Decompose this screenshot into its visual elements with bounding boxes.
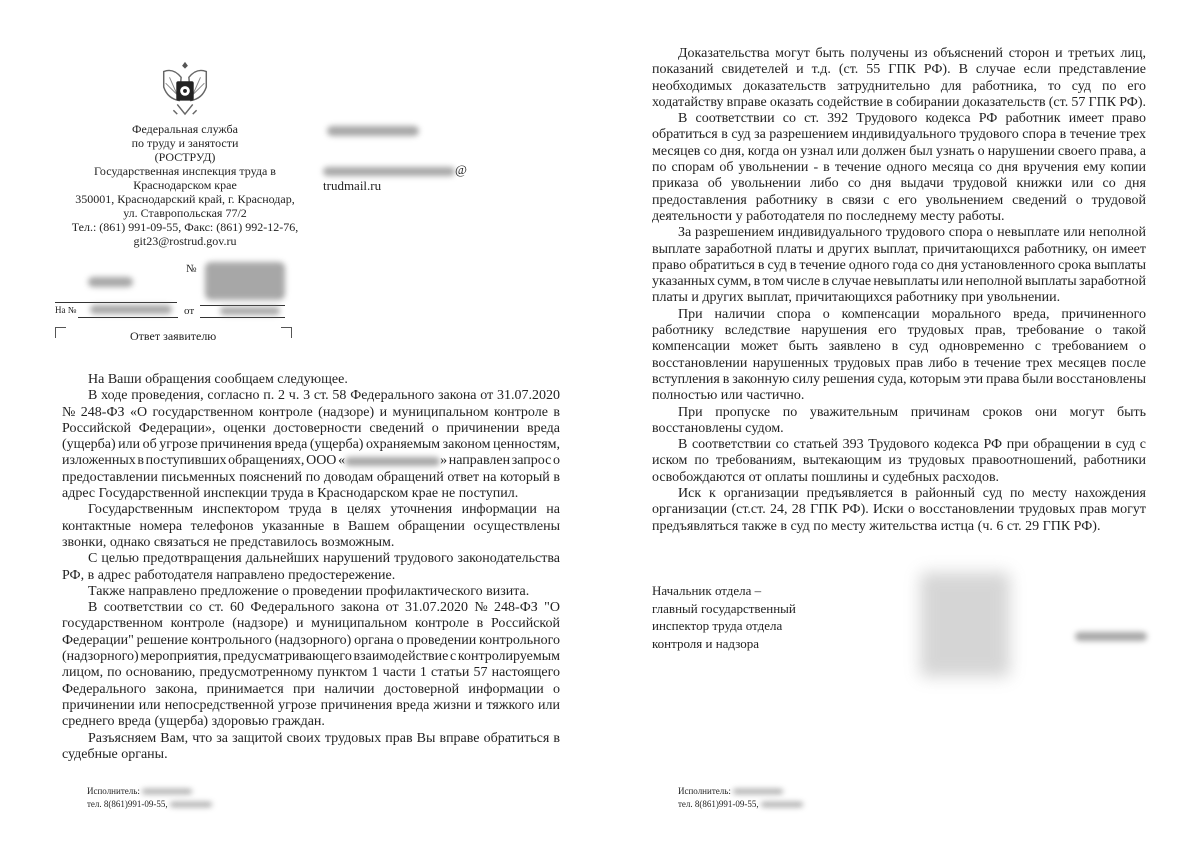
redacted-outgoing-number (205, 262, 285, 300)
paragraph (652, 111, 1146, 225)
letterhead-line: 350001, Краснодарский край, г. Краснодар, (75, 192, 295, 206)
text-line: лицом, по основанию, предусмотренному пунктом 1 части 1 статьи 57 настоящего (62, 665, 560, 681)
paragraph (62, 502, 560, 551)
text-line: Федерального закона, принимается при наличии достоверной информации о (62, 681, 560, 697)
text-line: звонки, однако связаться не представилось возможным. (62, 534, 395, 550)
text-line: вступления в законную силу решения суда, которым эти права были восстановлены (652, 371, 1146, 387)
text-line: полностью или частично. (652, 388, 805, 404)
paragraph (62, 584, 560, 600)
email-domain: trudmail.ru (323, 178, 382, 194)
text-line (62, 453, 560, 469)
paragraph (62, 731, 560, 764)
text-line: судебные органы. (62, 746, 168, 762)
executor-phone (87, 798, 212, 810)
text-line: В соответствии со статьей 393 Трудового кодекса РФ при обращении в суд с (678, 437, 1146, 453)
signature-line: инспектор труда отдела (652, 618, 783, 633)
executor-label (87, 785, 192, 797)
from-label: от (184, 305, 195, 317)
redacted-company-name (345, 457, 440, 466)
letterhead-line: Государственная инспекция труда в (94, 164, 276, 178)
redacted-email-user (323, 167, 455, 176)
letterhead-line: git23@rostrud.gov.ru (133, 234, 237, 248)
letter-body (62, 372, 560, 763)
text-line: обратиться в суд за разрешением индивидуального трудового спора в течение трех (652, 127, 1146, 143)
text-fragment: » направлен запрос о (440, 453, 560, 469)
text-line: работнику вследствие нарушения его трудовых прав, требование о такой (652, 323, 1146, 339)
text-line: Российской Федерации», оценки достоверности сведений о причинении вреда (62, 420, 560, 436)
text-line: За разрешением индивидуального трудового спора о невыплате или неполной (678, 225, 1146, 241)
text-line: указанных сумм, в том числе в случае невыплаты или неполной выплаты заработной (652, 274, 1146, 290)
redacted-date (88, 277, 133, 287)
text-line: показаний свидетелей и т.д. (ст. 55 ГПК РФ). В случае если представление (652, 62, 1146, 78)
paragraph (652, 307, 1146, 405)
text-line: государственном контроле (надзоре) и муниципальном контроле в Российской (62, 616, 560, 632)
paragraph (652, 225, 1146, 306)
executor-label (678, 785, 783, 797)
in-reply-label: На № (55, 305, 77, 315)
text-line: иском по требованиям, вытекающим из трудовых правоотношений, работники (652, 453, 1146, 469)
text-line: деятельности у работодателя по последнему месту работы. (652, 208, 1005, 224)
text-line: необходимых доказательств затруднительно для работника, то суд по его (652, 78, 1146, 94)
executor-label-text: Исполнитель: (678, 786, 731, 796)
letter-body-continued (652, 46, 1146, 535)
text-fragment: изложенных в поступивших обращениях, ООО « (62, 453, 346, 469)
text-line: ходатайству вправе оказать содействие в собирании доказательств (ст. 57 ГПК РФ). (652, 94, 1146, 110)
signature-line: контроля и надзора (652, 635, 760, 651)
redacted-executor (142, 789, 192, 794)
addressee-block (323, 120, 467, 194)
text-line: компенсации может быть заявлено в суд одновременно с требованием о (652, 339, 1146, 355)
email-at-sign: @ (455, 162, 467, 178)
redacted-phone (170, 802, 212, 807)
text-line: организации (ст.ст. 24, 28 ГПК РФ). Иски о восстановлении трудовых прав могут (652, 502, 1146, 518)
text-line: Разъясняем Вам, что за защитой своих трудовых прав Вы вправе обратиться в (88, 730, 560, 746)
text-line: При наличии спора о компенсации морального вреда, причиненного (678, 306, 1146, 322)
signature-line: Начальник отдела – (652, 583, 762, 598)
paragraph (62, 372, 560, 388)
letterhead-line: Тел.: (861) 991-09-55, Факс: (861) 992-12-76, (71, 220, 299, 234)
paragraph (62, 388, 560, 502)
text-line: В ходе проведения, согласно п. 2 ч. 3 ст. 58 Федерального закона от 31.07.2020 (88, 388, 560, 404)
letterhead (40, 58, 330, 248)
text-line: Федерации" решение контрольного (надзорного) органа о проведении контрольного (62, 632, 560, 648)
executor-label-text: Исполнитель: (87, 786, 140, 796)
redacted-signature (920, 572, 1010, 677)
text-line: Также направлено предложение о проведении профилактического визита. (88, 583, 530, 599)
executor-phone-text: тел. 8(861)991-09-55, (87, 799, 168, 809)
letter-page-2 (600, 0, 1200, 848)
text-line: В соответствии со ст. 60 Федерального закона от 31.07.2020 № 248-ФЗ "О (88, 600, 560, 616)
text-line: Государственным инспектором труда в целях уточнения информации на (88, 502, 560, 518)
text-line: контактные номера телефонов указанные в Вашем обращении осуществлены (62, 518, 560, 534)
text-line: восстановлены судом. (652, 420, 784, 436)
letterhead-line: Федеральная служба (132, 122, 238, 136)
letterhead-line: (РОСТРУД) (154, 150, 216, 164)
text-line: по спорам об увольнении - в течение одного месяца со дня вручения ему копии (652, 160, 1146, 176)
redacted-reply-date (220, 307, 280, 315)
text-line: освобождаются от оплаты пошлины и судебных расходов. (652, 469, 1000, 485)
executor-phone-text: тел. 8(861)991-09-55, (678, 799, 759, 809)
bracket-left (55, 327, 66, 338)
redacted-phone (761, 802, 803, 807)
signatory-title (652, 582, 796, 652)
signature-line: главный государственный (652, 600, 796, 616)
text-line: РФ, в адрес работодателя направлено предостережение. (62, 567, 396, 583)
text-line: право обратиться в суд в течение одного года со дня установленного срока выплаты (652, 257, 1146, 273)
coat-of-arms-icon (155, 58, 215, 118)
paragraph (62, 551, 560, 584)
paragraph (652, 46, 1146, 111)
text-line: На Ваши обращения сообщаем следующее. (88, 372, 348, 387)
text-line: среднего вреда (ущерба) здоровью граждан. (62, 714, 325, 730)
text-line: предъявляться также в суд по месту жительства истца (ч. 6 ст. 29 ГПК РФ). (652, 518, 1101, 534)
redacted-executor (733, 789, 783, 794)
paragraph (62, 600, 560, 730)
text-line: Доказательства могут быть получены из объяснений сторон и третьих лиц, (678, 46, 1146, 61)
subject-line: Ответ заявителю (130, 329, 217, 343)
redacted-reply-number (90, 305, 172, 314)
text-line: выплате заработной платы и других выплат, причитающихся работнику, он имеет (652, 241, 1146, 257)
text-line: приказа об увольнении либо со дня выдачи трудовой книжки или со дня (652, 176, 1146, 192)
text-line: адрес Государственной инспекции труда в Краснодарском крае не поступил. (62, 486, 519, 502)
letterhead-line: по труду и занятости (131, 136, 239, 150)
paragraph (652, 486, 1146, 535)
text-line: причинении или непосредственной угрозе причинения вреда жизни и тяжкого или (62, 697, 560, 713)
bracket-right (281, 327, 292, 338)
text-line: В соответствии со ст. 392 Трудового кодекса РФ работник имеет право (678, 111, 1146, 127)
text-line: платы и других выплат, причитающихся работнику при увольнении. (652, 290, 1061, 306)
paragraph (652, 437, 1146, 486)
text-line: восстановлении нарушенных трудовых прав либо в течение трех месяцев после (652, 355, 1146, 371)
executor-phone (678, 798, 803, 810)
letterhead-line: Краснодарском крае (133, 178, 237, 192)
paragraph (652, 405, 1146, 438)
text-line: предоставления работнику в связи с его увольнением сведений о трудовой (652, 192, 1146, 208)
text-line: При пропуске по уважительным причинам сроков они могут быть (678, 404, 1146, 420)
text-line: предоставлении письменных пояснений по доводам обращений ответ на который в (62, 469, 560, 485)
text-line: (надзорного) мероприятия, предусматривающего взаимодействие с контролируемым (62, 649, 560, 665)
outgoing-number-label: № (186, 263, 197, 275)
text-line: № 248-ФЗ «О государственном контроле (надзоре) и муниципальном контроле в (62, 404, 560, 420)
redacted-signatory-name (1075, 632, 1147, 641)
text-line: месяцев со дня, когда он узнал или должен был узнать о нарушении своего права, а (652, 143, 1146, 159)
text-line: Иск к организации предъявляется в районный суд по месту нахождения (678, 486, 1146, 502)
text-line: (ущерба) или об угрозе причинения вреда (ущерба) охраняемым законом ценностям, (62, 437, 560, 453)
redacted-addressee-name (327, 126, 419, 136)
letterhead-line: ул. Ставропольская 77/2 (123, 206, 247, 220)
text-line: С целью предотвращения дальнейших нарушений трудового законодательства (88, 551, 560, 567)
